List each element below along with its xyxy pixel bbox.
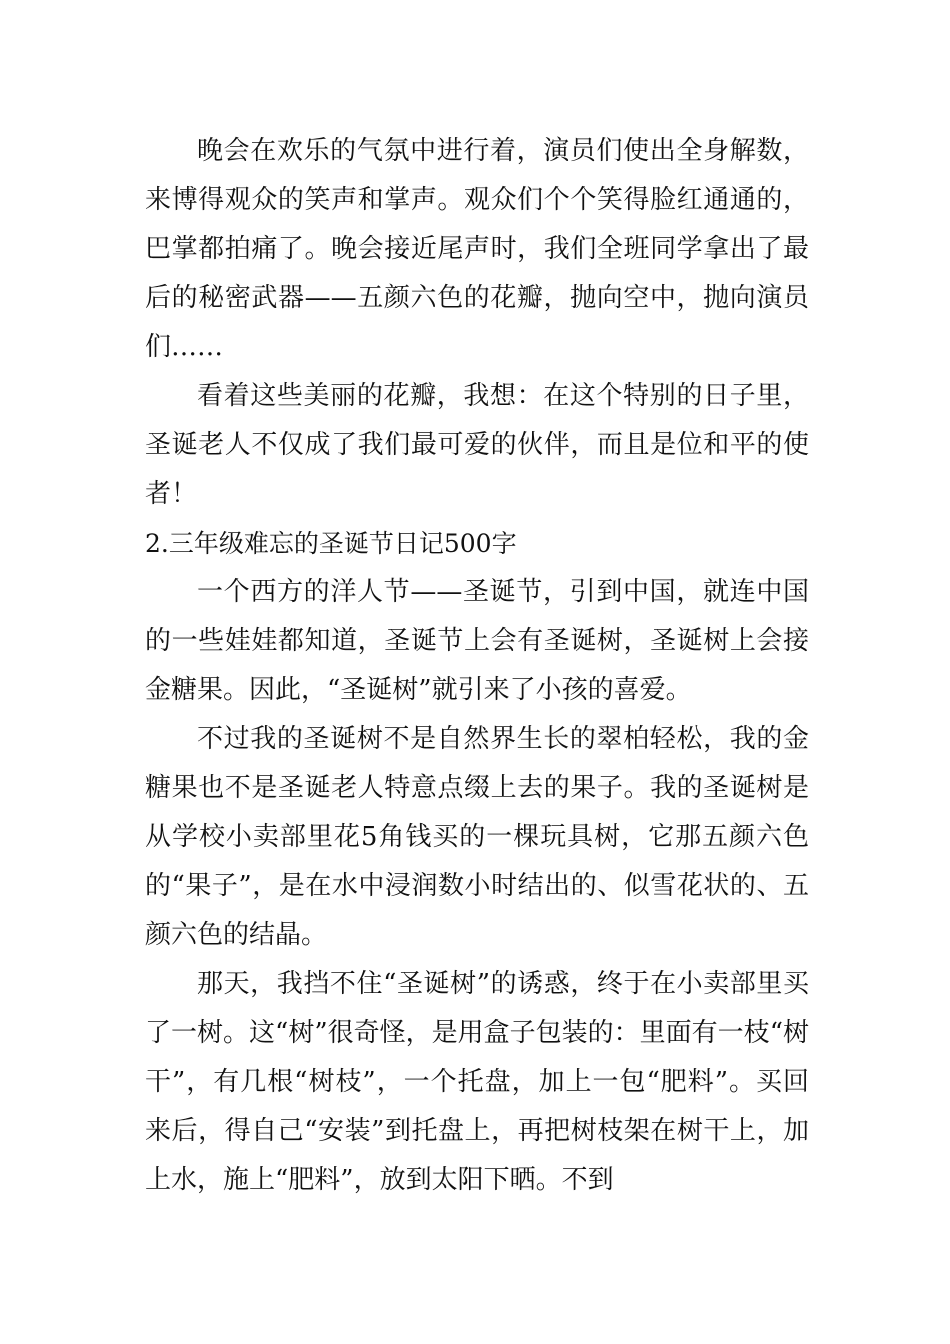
paragraph-toy-tree: 不过我的圣诞树不是自然界生长的翠柏轻松，我的金糖果也不是圣诞老人特意点缀上去的果子。我的圣诞树是从学校小卖部里花5角钱买的一棵玩具树，它那五颜六色的“果子”，是在水中浸润数小时结出的、似雪花状的、五颜六色的结晶。 (145, 724, 809, 950)
paragraph-gala: 晚会在欢乐的气氛中进行着，演员们使出全身解数，来博得观众的笑声和掌声。观众们个个笑得脸红通通的，巴掌都拍痛了。晚会接近尾声时，我们全班同学拿出了最后的秘密武器——五颜六色的花瓣，抛向空中，抛向演员们…… (145, 136, 809, 362)
paragraph-petals: 看着这些美丽的花瓣，我想：在这个特别的日子里，圣诞老人不仅成了我们最可爱的伙伴，而且是位和平的使者！ (145, 381, 809, 509)
paragraph-buying-tree: 那天，我挡不住“圣诞树”的诱惑，终于在小卖部里买了一树。这“树”很奇怪，是用盒子包装的：里面有一枝“树干”，有几根“树枝”，一个托盘，加上一包“肥料”。买回来后，得自己“安装”到托盘上，再把树枝架在树干上，加上水，施上“肥料”，放到太阳下晒。不到 (145, 969, 809, 1195)
document-body (145, 127, 809, 1205)
section-heading: 2.三年级难忘的圣诞节日记500字 (145, 529, 517, 558)
paragraph-christmas-intro: 一个西方的洋人节——圣诞节，引到中国，就连中国的一些娃娃都知道，圣诞节上会有圣诞树，圣诞树上会接金糖果。因此，“圣诞树”就引来了小孩的喜爱。 (145, 577, 809, 705)
